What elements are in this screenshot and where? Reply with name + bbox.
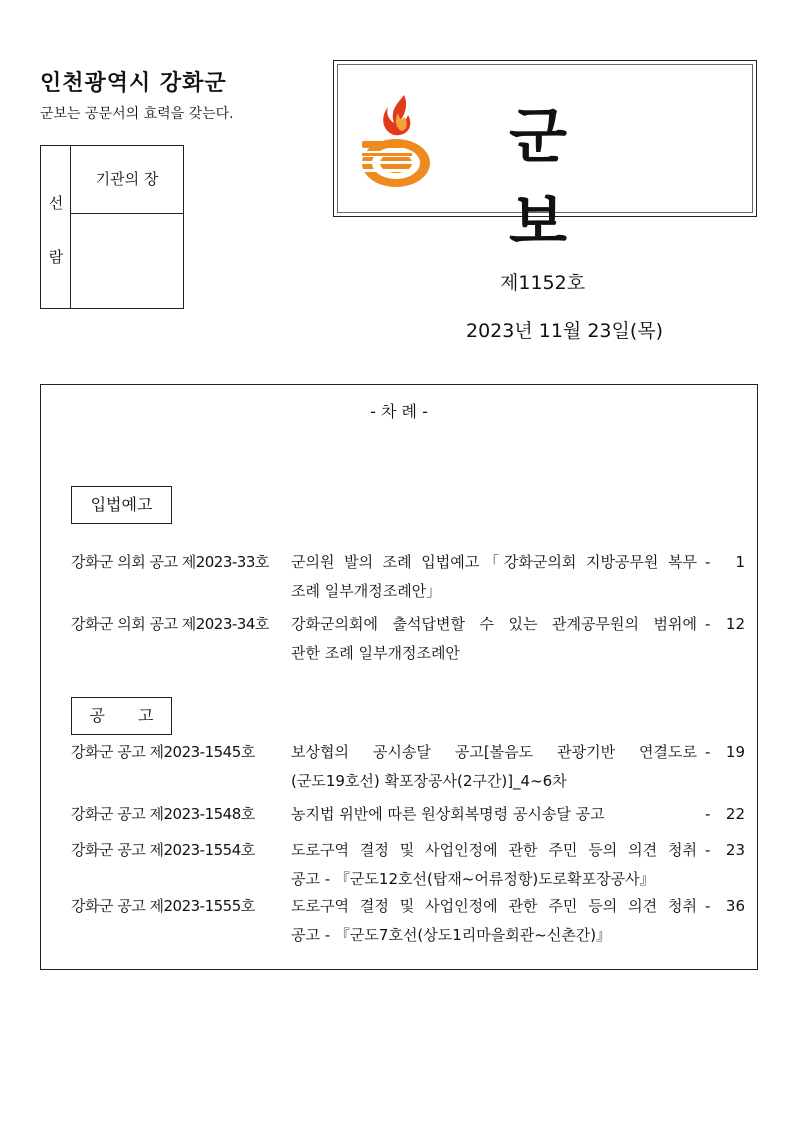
entry-description — [291, 800, 697, 829]
entry-desc-line: 강화군의회에 출석답변할 수 있는 관계공무원의 범위에 — [291, 615, 697, 633]
toc-entry[interactable] — [41, 738, 757, 796]
toc-entry[interactable] — [41, 892, 757, 950]
org-title: 인천광역시 강화군 — [40, 71, 227, 96]
toc-entry[interactable] — [41, 610, 757, 668]
review-side-char-2: 람 — [48, 248, 64, 266]
entry-id: 강화군 공고 제2023-1545호 — [71, 743, 255, 761]
entry-desc-line: 관한 조례 일부개정조례안 — [291, 644, 460, 662]
entry-leader: - — [705, 897, 711, 915]
entry-desc-line: 도로구역 결정 및 사업인정에 관한 주민 등의 의견 청취 — [291, 897, 697, 915]
gazette-title: 군 보 — [509, 102, 657, 258]
entry-leader: - — [705, 841, 711, 859]
entry-leader: - — [705, 743, 711, 761]
issue-number: 제1152호 — [500, 272, 586, 294]
entry-id: 강화군 공고 제2023-1555호 — [71, 897, 255, 915]
entry-description — [291, 892, 697, 950]
review-head-label: 기관의 장 — [71, 146, 183, 214]
entry-id: 강화군 공고 제2023-1548호 — [71, 805, 255, 823]
entry-id: 강화군 공고 제2023-1554호 — [71, 841, 255, 859]
toc-entry[interactable] — [41, 836, 757, 894]
entry-id: 강화군 의회 공고 제2023-33호 — [71, 553, 269, 571]
entry-description — [291, 738, 697, 796]
toc-entry[interactable] — [41, 548, 757, 606]
entry-page: 23 — [725, 841, 745, 859]
toc-title: - 차 례 - — [370, 402, 428, 421]
legal-effect-notice: 군보는 공문서의 효력을 갖는다. — [40, 106, 234, 122]
entry-leader: - — [705, 553, 711, 571]
entry-description — [291, 548, 697, 606]
entry-desc-line: (군도19호선) 확포장공사(2구간)]_4~6차 — [291, 772, 567, 790]
gazette-banner — [333, 60, 757, 258]
issue-date: 2023년 11월 23일(목) — [466, 320, 664, 342]
entry-description — [291, 610, 697, 668]
entry-leader: - — [705, 615, 711, 633]
entry-description — [291, 836, 697, 894]
table-of-contents — [40, 384, 758, 970]
entry-desc-line: 도로구역 결정 및 사업인정에 관한 주민 등의 의견 청취 — [291, 841, 697, 859]
entry-desc-line: 보상협의 공시송달 공고[볼음도 관광기반 연결도로 — [291, 743, 697, 761]
entry-id: 강화군 의회 공고 제2023-34호 — [71, 615, 269, 633]
section-label-announcement: 공 고 — [71, 697, 172, 735]
gangwha-flame-emblem-icon — [360, 91, 432, 187]
entry-page: 1 — [735, 553, 745, 571]
entry-desc-line: 조례 일부개정조례안」 — [291, 582, 442, 600]
entry-page: 19 — [725, 743, 745, 761]
entry-desc-line: 공고 - 『군도12호선(탑재~어류정항)도로확포장공사』 — [291, 870, 655, 888]
entry-desc-line: 군의원 발의 조례 입법예고「강화군의회 지방공무원 복무 — [291, 553, 697, 571]
entry-page: 12 — [725, 615, 745, 633]
review-side-char-1: 선 — [48, 194, 64, 212]
toc-entry[interactable] — [41, 800, 757, 829]
entry-leader: - — [705, 805, 711, 823]
entry-page: 36 — [725, 897, 745, 915]
entry-desc-line: 공고 - 『군도7호선(상도1리마을회관~신촌간)』 — [291, 926, 612, 944]
section-label-legislative-notice: 입법예고 — [71, 486, 172, 524]
entry-page: 22 — [725, 805, 745, 823]
entry-desc-line: 농지법 위반에 따른 원상회복명령 공시송달 공고 — [291, 805, 605, 823]
